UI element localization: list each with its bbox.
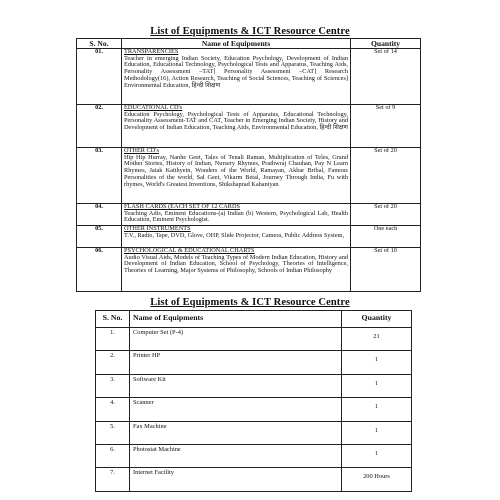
- row-equipment: [122, 148, 351, 204]
- row-sno: 7.: [96, 468, 130, 491]
- table-row: [96, 374, 412, 397]
- row-sno: 01.: [77, 49, 122, 105]
- row-heading: PSYCHOLOGICAL & EDUCATIONAL CHARTS: [124, 247, 255, 254]
- row-quantity: 1: [342, 421, 412, 444]
- row-description: Audio Visual Aids, Models of Teaching Types of Modern Indian Education, History and Development of Indian Education, School of Psychology, Theories of Intelligence, Theories of Learning, Major Systems of Philosophy, Schools of Indian Philosophy: [124, 253, 348, 275]
- header-sno: S. No.: [77, 39, 122, 49]
- table1-header-row: [77, 39, 421, 49]
- row-quantity: One each: [351, 226, 421, 248]
- table-row: [77, 204, 421, 226]
- row-equipment: Software Kit: [130, 374, 342, 397]
- row-heading: EDUCATIONAL CD's: [124, 104, 183, 111]
- row-quantity: Set of 9: [351, 105, 421, 148]
- row-equipment: [122, 248, 351, 292]
- table-row: [77, 226, 421, 248]
- table-row: [77, 148, 421, 204]
- table2-header-row: [96, 311, 412, 328]
- row-sno: 2.: [96, 351, 130, 374]
- row-quantity: 21: [342, 328, 412, 351]
- table-row: [96, 421, 412, 444]
- table1-title: List of Equipments & ICT Resource Centre: [150, 26, 350, 37]
- row-sno: 04.: [77, 204, 122, 226]
- table-row: [77, 105, 421, 148]
- table-row: [77, 248, 421, 292]
- row-quantity: Set of 14: [351, 49, 421, 105]
- row-equipment: Fax Machine: [130, 421, 342, 444]
- row-heading: OTHER INSTRUMENTS: [124, 225, 191, 232]
- header-sno: S. No.: [96, 311, 130, 328]
- row-equipment: [122, 105, 351, 148]
- header-name: Name of Equipments: [130, 311, 342, 328]
- row-quantity: Set of 10: [351, 248, 421, 292]
- row-sno: 03.: [77, 148, 122, 204]
- row-heading: TRANSPARENCIES: [124, 48, 179, 55]
- header-name: Name of Equipments: [122, 39, 351, 49]
- row-sno: 06.: [77, 248, 122, 292]
- table-row: [96, 351, 412, 374]
- row-description: Education Psychology, Psychological Tests of Apparatus, Educational Technology, Personality Assessment-TAT and CAT, Teacher in Emerging Indian Society, History and Development of Indian Education, Teaching Aids, Environmental Education, हिन्दी शिक्षण: [124, 110, 348, 132]
- row-equipment: Computer Set (P-4): [130, 328, 342, 351]
- row-sno: 5.: [96, 421, 130, 444]
- row-equipment: Photostat Machine: [130, 444, 342, 467]
- row-sno: 6.: [96, 444, 130, 467]
- row-equipment: Printer HP: [130, 351, 342, 374]
- row-heading: OTHER CD's: [124, 147, 159, 154]
- row-equipment: [122, 204, 351, 226]
- row-quantity: 1: [342, 374, 412, 397]
- table2-title: List of Equipments & ICT Resource Centre: [150, 297, 350, 308]
- row-heading: FLASH CARDS (EACH SET OF 12 CARDS: [124, 203, 241, 210]
- row-quantity: Set of 20: [351, 204, 421, 226]
- row-equipment: Internet Facility: [130, 468, 342, 491]
- row-sno: 1.: [96, 328, 130, 351]
- table-row: [96, 328, 412, 351]
- row-equipment: [122, 226, 351, 248]
- row-sno: 3.: [96, 374, 130, 397]
- row-description: T.V., Radio, Tape, DVD, Glove, OHP, Slide Projector, Camera, Public Address System,: [124, 231, 345, 239]
- row-description: Teaching Adis, Eminent Educations-(a) Indian (b) Western, Psychological Lab, Health Education, Eminent Psychologist.: [124, 209, 348, 224]
- row-description: Teacher in emerging Indian Society, Education Psychology, Development of Indian Education, Educational Technology, Psychological Tests and Apparatus, Teaching Aids, Personality Assessment –TAT] Personality Assessment –CAT] Research Methodology(16), Action Research, Teaching of Social Sciences, Teaching of Sciences] Environmental Education, हिन्दी शिक्षण: [124, 54, 348, 89]
- row-sno: 05.: [77, 226, 122, 248]
- resource-table-1: [76, 38, 421, 292]
- table-row: [96, 398, 412, 421]
- row-quantity: 1: [342, 444, 412, 467]
- row-equipment: Scanner: [130, 398, 342, 421]
- table-row: [77, 49, 421, 105]
- row-quantity: 1: [342, 398, 412, 421]
- row-sno: 4.: [96, 398, 130, 421]
- row-description: Hip Hip Hurray, Nanhe Geet, Tales of Tenali Raman, Multiplication of Teles, Grand Mother Stories, History of Indian, Nursery Rhymes, Prathwraj Chauhan, Pay N Learn Rhymes, Jatak Katthyein, Wonders of the World, Ramayan, Akbar Bribal, Famous Personalities of the world, Sal Geet, Vikarm Betal, Journey Through India, Fu with rhymes, World's Greatest Inventions, Shikshaprad Kahaniyan: [124, 153, 348, 188]
- resource-table-2: [95, 310, 412, 492]
- row-sno: 02.: [77, 105, 122, 148]
- row-equipment: [122, 49, 351, 105]
- row-quantity: Set of 20: [351, 148, 421, 204]
- table-row: [96, 444, 412, 467]
- header-quantity: Quantity: [351, 39, 421, 49]
- row-quantity: 1: [342, 351, 412, 374]
- header-quantity: Quantity: [342, 311, 412, 328]
- table-row: [96, 468, 412, 491]
- row-quantity: 200 Hours: [342, 468, 412, 491]
